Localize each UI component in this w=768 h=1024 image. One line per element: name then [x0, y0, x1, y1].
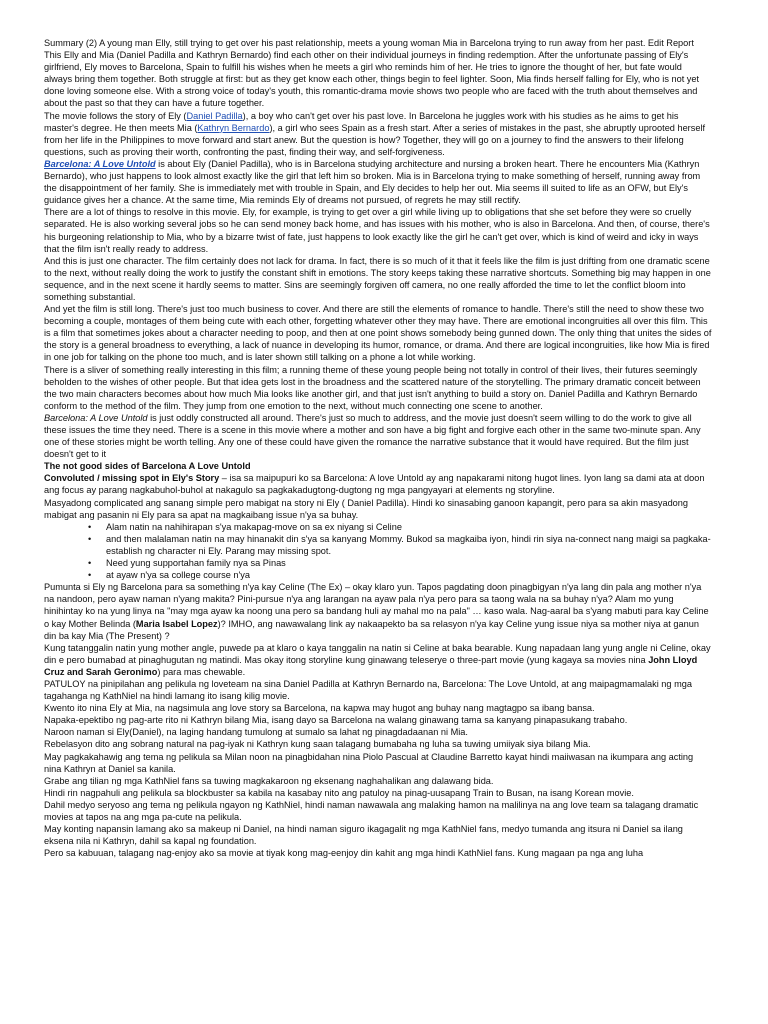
daniel-padilla-link[interactable]: Daniel Padilla — [186, 110, 243, 121]
kathryn-bernardo-link[interactable]: Kathryn Bernardo — [197, 122, 270, 133]
review-paragraph-drama: And this is just one character. The film certainly does not lack for drama. In fact, there is so much of it that it feels like the film is just drifting from one dramatic scene to the next, without really doing the work to justify the constant shift in emotions. The story keeps taking these narrative shortcuts. Something big may happen in one sequence, and in the next scene it hardly seems to matter. Sins are seemingly forgiven off camera, no one really afforded the time to let the conflict bloom into something substantial. — [44, 255, 711, 302]
review-paragraph-resolve: There are a lot of things to resolve in this movie. Ely, for example, is trying to get over a girl while living up to obligations that she set before they were so cruelly separated. He is also working several jobs so he can send money back home, and has issues with his mother, who is also in Barcelona. And then, of course, there's his burgeoning relationship to Mia, who by a bizarre twist of fate, just happens to look exactly like the girl he can't get over, which is kind of weird and icky in ways that the film isn't really ready to address. — [44, 207, 710, 254]
napaka-epektibo-paragraph: Napaka-epektibo ng pag-arte rito ni Kathryn bilang Mia, isang dayo sa Barcelona na walang ginawang tama sa kanyang pinapasukang trabaho. — [44, 715, 628, 726]
tilian-paragraph: Grabe ang tilian ng mga KathNiel fans sa tuwing magkakaroon ng eksenang naghahalikan ang dalawang bida. — [44, 775, 494, 786]
convoluted-paragraph: Convoluted / missing spot in Ely's Story – isa sa maipupuri ko sa Barcelona: A love Untold ay ang napakarami nitong hugot lines. Iyon lang sa dami ata at doon ang focus ay parang nagkabuhol-buhol at nakagulo sa pagkakadugtong-dugtong ng mga pangyayari at elements ng storyline. — [44, 473, 705, 496]
list-item: • Alam natin na nahihirapan s'ya makapag-move on sa ex niyang si Celine — [88, 521, 712, 533]
makeup-paragraph: May konting napansin lamang ako sa makeup ni Daniel, na hindi naman siguro ikagagalit ng mga KathNiel fans, medyo tumanda ang itsura ni Daniel sa ilang eksena nila ni Kathryn, dahil sa kapal ng foundation. — [44, 824, 683, 847]
rebelasyon-paragraph: Rebelasyon dito ang sobrang natural na pag-iyak ni Kathryn kung saan talagang bumabaha ng luha sa tuwing umiiyak siya bilang Mia. — [44, 739, 591, 750]
kwento-paragraph: Kwento ito nina Ely at Mia, na nagsimula ang love story sa Barcelona, na kapwa may hugot ang buhay nang magtagpo sa ibang bansa. — [44, 703, 595, 714]
review-paragraph-constructed: Barcelona: A Love Untold is just oddly constructed all around. There's just so much to address, and the movie just doesn't seem willing to do the work to give all these issues the time they need. There is a scene in this movie where a mother and son have a big fight and forgive each other in the same two-minute span. Any one of these stories might be worth telling. Any one of these could have given the romance the narrative substance that it would have required. But the film just doesn't get to it — [44, 412, 701, 460]
patuloy-paragraph: PATULOY na pinipilahan ang pelikula ng loveteam na sina Daniel Padilla at Kathryn Bernardo na, Barcelona: The Love Untold, at ang maipagmamalaki ng mga tagahanga ng KathNiel na hindi lamang ito isang kilig movie. — [44, 678, 692, 702]
seryoso-paragraph: Dahil medyo seryoso ang tema ng pelikula ngayon ng KathNiel, hindi naman nawawala ang malaking hamon na malilinya na ang love team sa talagang dramatic movies at tapos na ang mga pa-cute na pelikula. — [44, 799, 699, 822]
movie-title-link[interactable]: Barcelona: A Love Untold — [44, 158, 156, 169]
kabuuan-paragraph: Pero sa kabuuan, talagang nag-enjoy ako sa movie at tiyak kong mag-eenjoy din kahit ang mga hindi KathNiel fans. Kung magaan pa nga ang luha — [44, 848, 644, 859]
list-item: • at ayaw n'ya sa college course n'ya — [88, 569, 712, 581]
barcelona-trip-paragraph: Pumunta si Ely ng Barcelona para sa something n'ya kay Celine (The Ex) – okay klaro yun. Tapos pagdating doon pinagbigyan n'ya lang din pala ang mother n'ya na nandoon, pero ayaw naman n'yang makita? Pini-pursue n'ya ang larangan na ayaw pala n'ya pero para sa taong wala na sa buhay n'ya? Alam mo yung hinihintay ko na yung linya na "may mga ayaw ka noong una pero sa bandang huli ay mahal mo na pala" … kaso wala. Nag-aaral ba s'yang mabuti para kay Celine o kay Mother Belinda (Maria Isabel Lopez)? IMHO, ang nawawalang link ay nakaapekto ba sa relasyon n'ya kay Celine yung issue niya sa mother niya at ganun din ba kay Mia (The Present) ? — [44, 582, 709, 641]
complicated-paragraph: Masyadong complicated ang sanang simple pero mabigat na story ni Ely ( Daniel Padilla). Hindi ko sinasabing ganoon kapangit, pero para sa akin masyadong mabigat ang pasanin ni Ely para sa apat na magkaibang issue n'ya sa buhay. — [44, 497, 689, 520]
mother-angle-paragraph: Kung tatanggalin natin yung mother angle, puwede pa at klaro o kaya tanggalin na natin si Celine at baka bearable. Kung napadaan lang yung angle ni Celine, okay din e pero bumabad at pinaghugutan ng matindi. Mas okay itong storyline kung ginawang teleserye o three-part movie (yung kagaya sa movies nina John Lloyd Cruz and Sarah Geronimo) para mas chewable. — [44, 642, 711, 677]
pagkakahawig-paragraph: May pagkakahawig ang tema ng pelikula sa Milan noon na pinagbidahan nina Piolo Pascual at Claudine Barretto kayat hindi maiiwasan na ikumpara ang acting nina Kathryn at Daniel sa kanila. — [44, 751, 694, 774]
review-paragraph-sliver: There is a sliver of something really interesting in this film; a running theme of these young people being not totally in control of their lives, their futures seemingly beholden to the wishes of other people. But that idea gets lost in the broadness and the scattered nature of the storytelling. The primary dramatic conceit between the two main characters becomes about how much Mia looks like another girl, and that just isn't anything to build a story on. Daniel Padilla and Kathryn Bernardo conform to the method of the film. They jump from one emotion to the next, without much connecting one scene to another. — [44, 364, 701, 411]
naroon-paragraph: Naroon naman si Ely(Daniel), na laging handang tumulong at sumalo sa lahat ng pinagdadaanan ni Mia. — [44, 727, 468, 738]
review-paragraph-long: And yet the film is still long. There's just too much business to cover. And there are still the elements of romance to handle. There's still the need to show these two becoming a couple, montages of them being cute with each other, forgetting whatever other they may have. There are emotional incongruities all over this film. This is a film that sometimes jokes about a character needing to poop, and then at one point shows somebody being gunned down. The only thing that unites the sides of the story is a general broadness to everything, a lack of nuance in developing its humor, romance, or drama. And there are logical incongruities, like how Mia is fired in one job for talking on the phone too much, and is later shown still talking on a phone a lot while working. — [44, 304, 712, 363]
story-paragraph: The movie follows the story of Ely (Daniel Padilla), a boy who can't get over his past love. In Barcelona he juggles work with his studies as he aims to get his master's degree. He then meets Mia (Kathryn Bernardo), a girl who sees Spain as a fresh start. After a series of mistakes in the past, she abruptly uprooted herself from her life in the Philippines to move forward and start anew. But the question is how? Together, they will go on a journey to find the answers to their lifelong questions, such as proving their worth, confronting the past, finding their way, and self-forgiveness. — [44, 110, 706, 157]
list-item: • and then malalaman natin na may hinanakit din s'ya sa kanyang Mommy. Bukod sa magkaiba iyon, hindi rin siya na-connect nang maigi sa pagkaka-establish ng character ni Ely. Parang may missing spot. — [88, 533, 712, 557]
summary-paragraph: Summary (2) A young man Elly, still trying to get over his past relationship, meets a young woman Mia in Barcelona trying to run away from her past. Edit Report This Elly and Mia (Daniel Padilla and Kathryn Bernardo) find each other on their individual journeys in finding redemption. After the unfortunate passing of Ely's girlfriend, Ely moves to Barcelona, Spain to fulfill his wishes when he meets a girl who reminds him of her. He tries to ignore the thought of her, but fate would always bring them together. Both struggle at first: but as they get know each other, things begin to feel lighter. Soon, Mia finds herself falling for Ely, who is not yet done loving someone else. With a strong voice of today's youth, this romantic-drama movie shows two people who are faced with the truth about themselves and about the past so that they can have a future together. — [44, 38, 700, 109]
issues-list — [44, 521, 712, 581]
list-item: • Need yung supportahan family nya sa Pinas — [88, 557, 712, 569]
about-paragraph: Barcelona: A Love Untold is about Ely (Daniel Padilla), who is in Barcelona studying architecture and nursing a broken heart. There he encounters Mia (Kathryn Bernardo), who just happens to look almost exactly like the girl that left him so broken. Mia is in Barcelona trying to make something of herself, running away from the disappointment of her family. She is immediately met with trouble in Spain, and Ely decides to help her out. Mia seems ill suited to life as an OFW, but Ely's guidance gives her a chance. At the same time, Mia reminds Ely of dreams not pursued, of regrets he may still rectify. — [44, 158, 701, 206]
section-heading: The not good sides of Barcelona A Love Untold — [44, 461, 251, 472]
blockbuster-paragraph: Hindi rin nagpahuli ang pelikula sa blockbuster sa kabila na kasabay nito ang patuloy na pinag-uusapang Train to Busan, na isang Korean movie. — [44, 787, 634, 798]
